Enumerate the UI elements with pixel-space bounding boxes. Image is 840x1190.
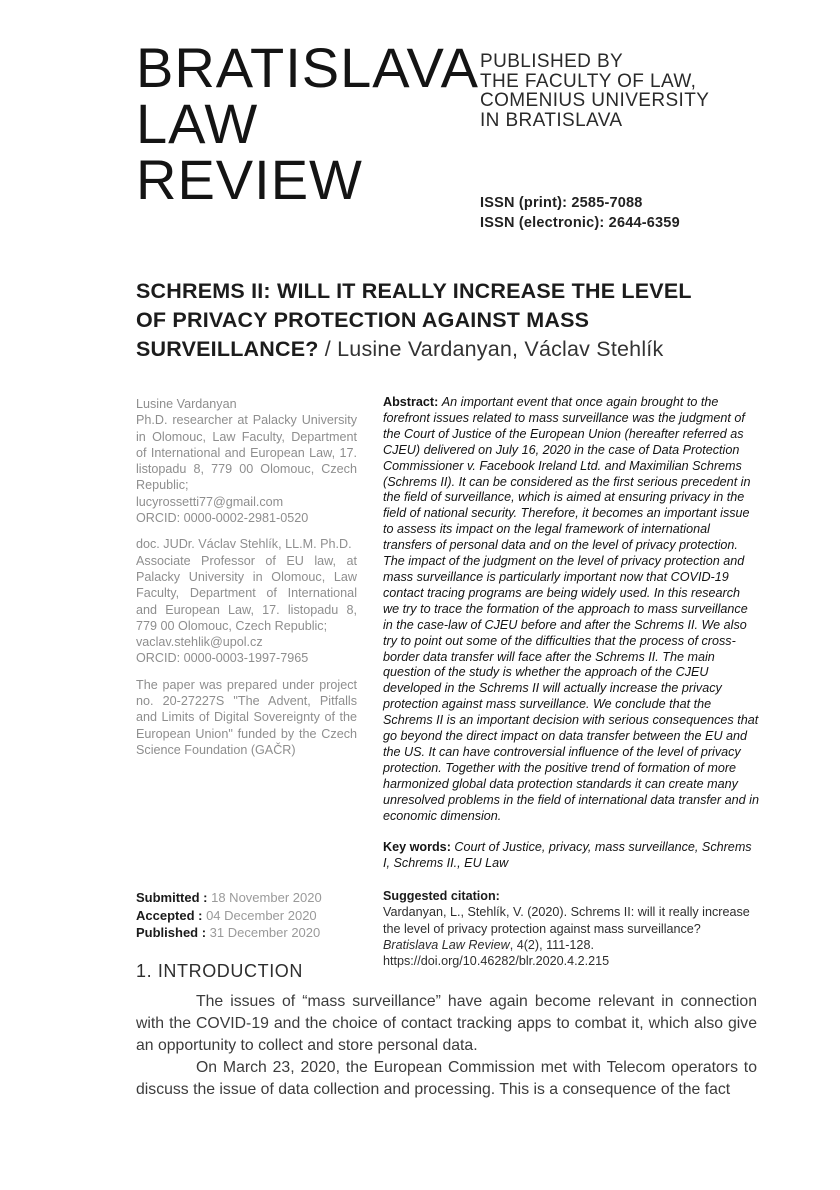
title-authors [319,337,664,361]
logo-line-3: REVIEW [136,148,363,211]
author2-block [136,536,357,666]
submitted-label: Submitted : [136,890,212,905]
title-line-3: SURVEILLANCE? [136,337,319,361]
journal-logo [136,36,479,211]
author1-name: Lusine Vardanyan [136,397,237,411]
publisher-line-2: THE FACULTY OF LAW, [480,70,697,92]
logo-line-2: LAW [136,92,259,155]
accepted-label: Accepted : [136,907,207,923]
author2-email: vaclav.stehlik@upol.cz [136,635,263,650]
author1-orcid: ORCID: 0000-0002-2981-0520 [136,511,309,526]
title-line-1: SCHREMS II: WILL IT REALLY INCREASE THE LEVEL [136,279,692,303]
submitted-value: 18 November 2020 [211,890,322,905]
introduction-body [136,991,757,1101]
article-title [136,277,716,364]
publisher-line-4: IN BRATISLAVA [480,109,623,131]
citation-journal-name: Bratislava Law Review [383,937,510,952]
suggested-citation [383,888,759,969]
introduction-heading: 1. INTRODUCTION [136,961,304,981]
funding-note: The paper was prepared under project no. 20-27227S "The Advent, Pitfalls and Limits of Digital Sovereignty of the European Union" funded by the Czech Science Foundation (GAČR) [136,677,357,757]
author2-affiliation: Associate Professor of EU law, at Palacky University in Olomouc, Law Faculty, Department of International and European Law, 17. listopadu 8, 779 00 Olomouc, Czech Republic; [136,553,357,633]
abstract [383,395,759,824]
published-value: 31 December 2020 [209,925,321,940]
publisher-block [480,52,709,130]
abstract-label: Abstract: [383,395,442,409]
published-row [136,924,366,942]
published-label: Published : [136,925,210,940]
submission-dates [136,889,366,942]
citation-volume-pages: , 4(2), 111-128. [509,937,594,952]
citation-body [383,904,759,953]
citation-doi: https://doi.org/10.46282/blr.2020.4.2.215 [383,954,610,969]
citation-label: Suggested citation: [383,889,500,904]
title-authors-names: Lusine Vardanyan, Václav Stehlík [337,337,664,361]
author2-orcid: ORCID: 0000-0003-1997-7965 [136,651,309,666]
accepted-value: 04 December 2020 [206,907,317,923]
issn-electronic: ISSN (electronic): 2644-6359 [480,215,680,231]
author1-email: lucyrossetti77@gmail.com [136,494,284,509]
keywords [383,840,759,872]
citation-authors-title: Vardanyan, L., Stehlík, V. (2020). Schrems II: will it really increase the level of privacy protection against mass surveillance? [383,905,750,936]
keywords-text: Court of Justice, privacy, mass surveillance, Schrems I, Schrems II., EU Law [383,840,752,871]
author1-affiliation: Ph.D. researcher at Palacky University in Olomouc, Law Faculty, Department of International and European Law, 17. listopadu 8, 779 00 Olomouc, Czech Republic; [136,413,357,493]
title-line-2: OF PRIVACY PROTECTION AGAINST MASS [136,308,590,332]
submitted-row [136,889,366,907]
author-info-column [136,396,357,768]
accepted-row [136,907,366,925]
author2-name: doc. JUDr. Václav Stehlík, LL.M. Ph.D. [136,537,352,552]
keywords-label: Key words: [383,840,455,855]
introduction-paragraph-2: On March 23, 2020, the European Commission met with Telecom operators to discuss the issue of data collection and processing. This is a consequence of the fact [136,1059,757,1098]
abstract-text: An important event that once again brought to the forefront issues related to mass surveillance was the judgment of the Court of Justice of the European Union (hereafter referred as CJEU) delivered on July 16, 2020 in the case of Data Protection Commissioner v. Facebook Ireland Ltd. and Maximilian Schrems (Schrems II). It can be considered as the first serious precedent in the field of surveillance, which is aimed at ensuring privacy in the field of national security. Therefore, it becomes an important issue to assess its impact on the legal framework of international transfers of personal data and on the level of privacy protection. The impact of the judgment on the level of privacy protection and mass surveillance is particularly important now that COVID-19 contact tracing programs are being widely used. In this research we try to trace the formation of the approach to mass surveillance in the case-law of CJEU before and after the Schrems II. We also try to point out some of the difficulties that the process of cross-border data transfer will face after the Schrems II. The main question of the study is whether the approach of the CJEU developed in the Schrems II will actually increase the privacy protection against mass surveillance. We conclude that the Schrems II is an important decision with serious consequences that go beyond the direct impact on data transfer between the EU and the US. It can have controversial influence of the level of privacy protection. Together with the positive trend of formation of more harmonized global data protection standards it can create many unresolved problems in the field of international data transfer and in economic dimension. [383,395,759,823]
issn-print: ISSN (print): 2585-7088 [480,195,643,211]
abstract-column [383,395,759,969]
title-authors-separator: / [318,337,338,361]
publisher-line-3: COMENIUS UNIVERSITY [480,90,710,111]
issn-block [480,193,680,233]
introduction-paragraph-1: The issues of “mass surveillance” have again become relevant in connection with the COVID-19 and the choice of contact tracking apps to combat it, which also give an opportunity to collect and store personal data. [136,993,757,1054]
logo-line-1: BRATISLAVA [136,36,479,99]
publisher-line-1: PUBLISHED BY [480,51,624,72]
author1-block [136,396,357,526]
